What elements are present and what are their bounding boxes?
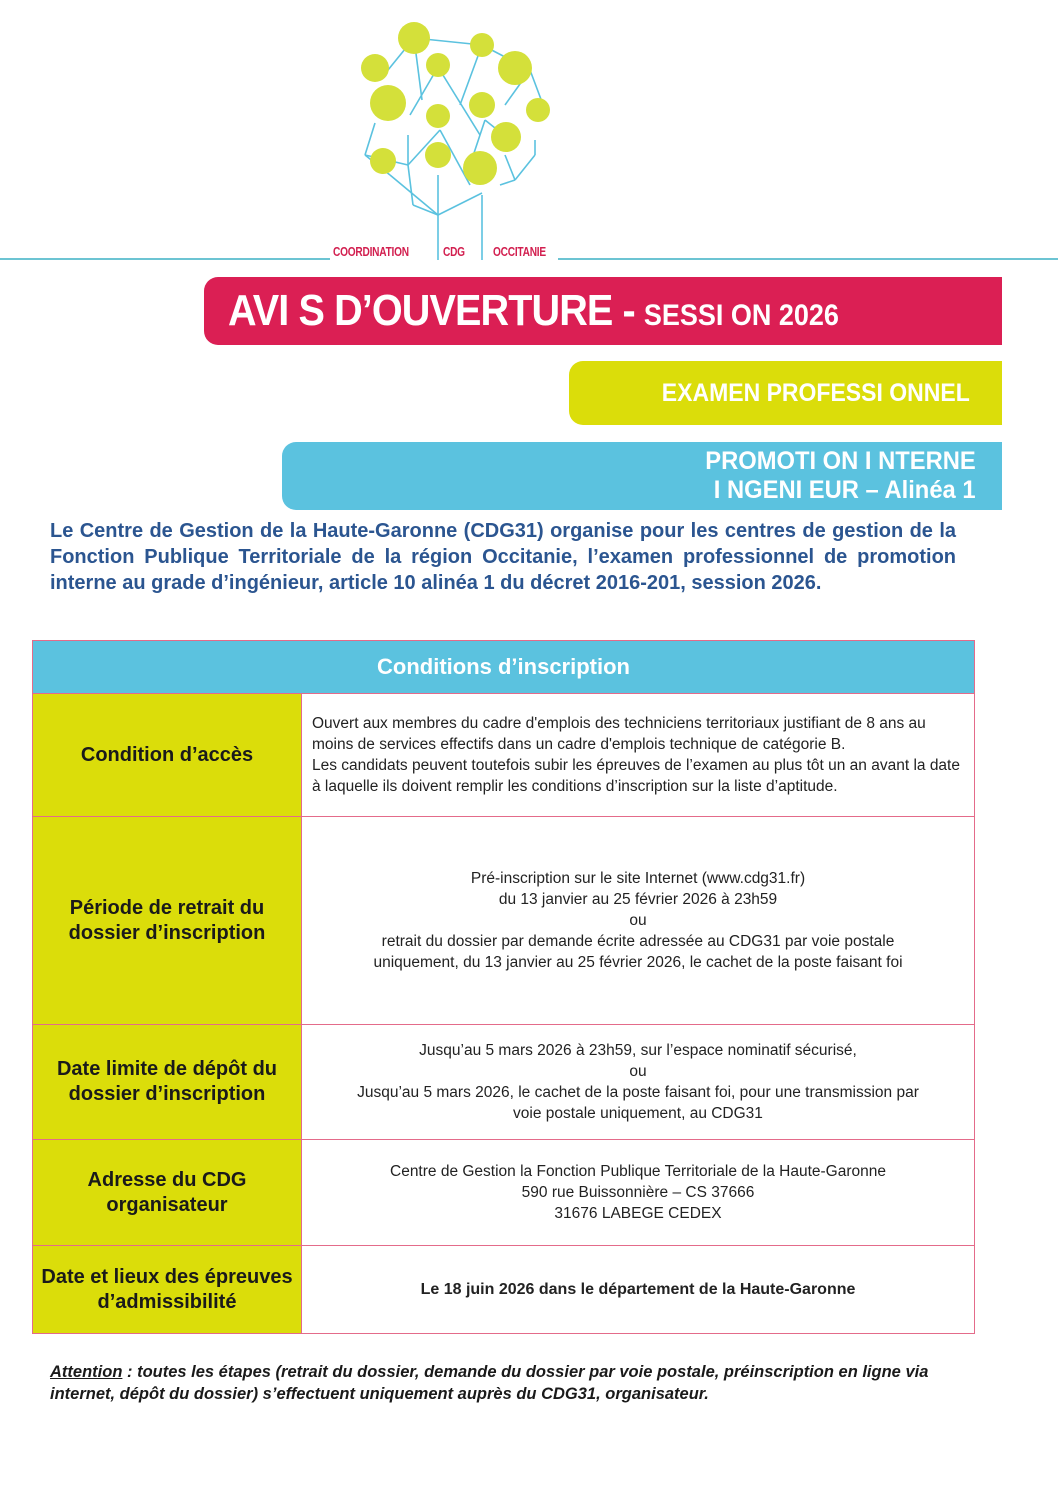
intro-paragraph: Le Centre de Gestion de la Haute-Garonne (CDG31) organise pour les centres de gestion de la Fonction Publique Territoriale de la région Occitanie, l’examen professionnel de promotion interne au grade d’ingénieur, article 10 alinéa 1 du décret 2016-201, session 2026.: [50, 520, 956, 594]
row-value-condition-acces: [302, 694, 975, 817]
row-value-periode-retrait: [302, 817, 975, 1025]
value-line: uniquement, du 13 janvier au 25 février 2026, le cachet de la poste faisant foi: [373, 954, 903, 971]
row-value-date-limite: [302, 1025, 975, 1140]
exam-type-label: EXAMEN PROFESSI ONNEL: [662, 379, 970, 407]
promotion-banner: [282, 442, 1002, 510]
table-row: [33, 1025, 975, 1140]
value-line: ou: [629, 912, 647, 929]
logo-label-coordination: COORDINATION: [333, 244, 409, 259]
page-title: [228, 286, 839, 336]
title-banner: [204, 277, 1002, 345]
value-line: Pré-inscription sur le site Internet (www.cdg31.fr): [470, 870, 806, 887]
value-line: voie postale uniquement, au CDG31: [513, 1105, 763, 1122]
logo-label-cdg: CDG: [443, 244, 465, 259]
value-line: du 13 janvier au 25 février 2026 à 23h59: [498, 891, 778, 908]
logo-label-occitanie: OCCITANIE: [493, 244, 546, 259]
table-header-row: [33, 641, 975, 694]
cdg-occitanie-logo: [330, 15, 570, 265]
value-line: Les candidats peuvent toutefois subir les épreuves de l’examen au plus tôt un an avant la date à laquelle ils doivent remplir les conditions d’inscription sur la liste d’aptitude.: [312, 757, 960, 795]
table-row: [33, 1140, 975, 1246]
row-label-adresse: Adresse du CDG organisateur: [33, 1140, 302, 1246]
title-text: AVI S D’OUVERTURE -: [228, 286, 635, 335]
value-line: Jusqu’au 5 mars 2026 à 23h59, sur l’espace nominatif sécurisé,: [419, 1042, 857, 1059]
row-label-periode-retrait: Période de retrait du dossier d’inscription: [33, 817, 302, 1025]
value-line: ou: [629, 1063, 647, 1080]
table-row: [33, 817, 975, 1025]
value-line: Centre de Gestion la Fonction Publique Territoriale de la Haute-Garonne: [390, 1163, 886, 1180]
row-label-condition-acces: Condition d’accès: [33, 694, 302, 817]
header-rule-right: [558, 258, 1058, 260]
row-value-date-lieux: [302, 1246, 975, 1334]
header-rule-left: [0, 258, 330, 260]
table-row: [33, 1246, 975, 1334]
session-label: SESSI ON 2026: [643, 299, 839, 332]
attention-note: [50, 1361, 970, 1405]
table-header: Conditions d’inscription: [33, 641, 975, 694]
row-label-date-lieux: Date et lieux des épreuves d’admissibilité: [33, 1246, 302, 1334]
promotion-line-1: PROMOTI ON I NTERNE: [705, 447, 976, 475]
value-line: Le 18 juin 2026 dans le département de la Haute-Garonne: [420, 1281, 856, 1298]
exam-type-banner: [569, 361, 1002, 425]
tree-icon: [330, 15, 570, 265]
value-line: 31676 LABEGE CEDEX: [554, 1205, 722, 1222]
conditions-table: [32, 640, 975, 1334]
table-row: [33, 694, 975, 817]
value-line: retrait du dossier par demande écrite adressée au CDG31 par voie postale: [381, 933, 895, 950]
row-value-adresse: [302, 1140, 975, 1246]
value-line: 590 rue Buissonnière – CS 37666: [521, 1184, 755, 1201]
promotion-line-2: I NGENI EUR – Alinéa 1: [714, 476, 976, 504]
value-line: Ouvert aux membres du cadre d'emplois des techniciens territoriaux justifiant de 8 ans au moins de services effectifs dans un cadre d'emplois technique de catégorie B.: [312, 715, 926, 753]
attention-label: Attention: [50, 1363, 123, 1381]
value-line: Jusqu’au 5 mars 2026, le cachet de la poste faisant foi, pour une transmission par: [357, 1084, 919, 1101]
attention-text: : toutes les étapes (retrait du dossier, demande du dossier par voie postale, préinscription en ligne via internet, dépôt du dossier) s’effectuent uniquement auprès du CDG31, organisateur.: [50, 1363, 929, 1403]
row-label-date-limite: Date limite de dépôt du dossier d’inscription: [33, 1025, 302, 1140]
